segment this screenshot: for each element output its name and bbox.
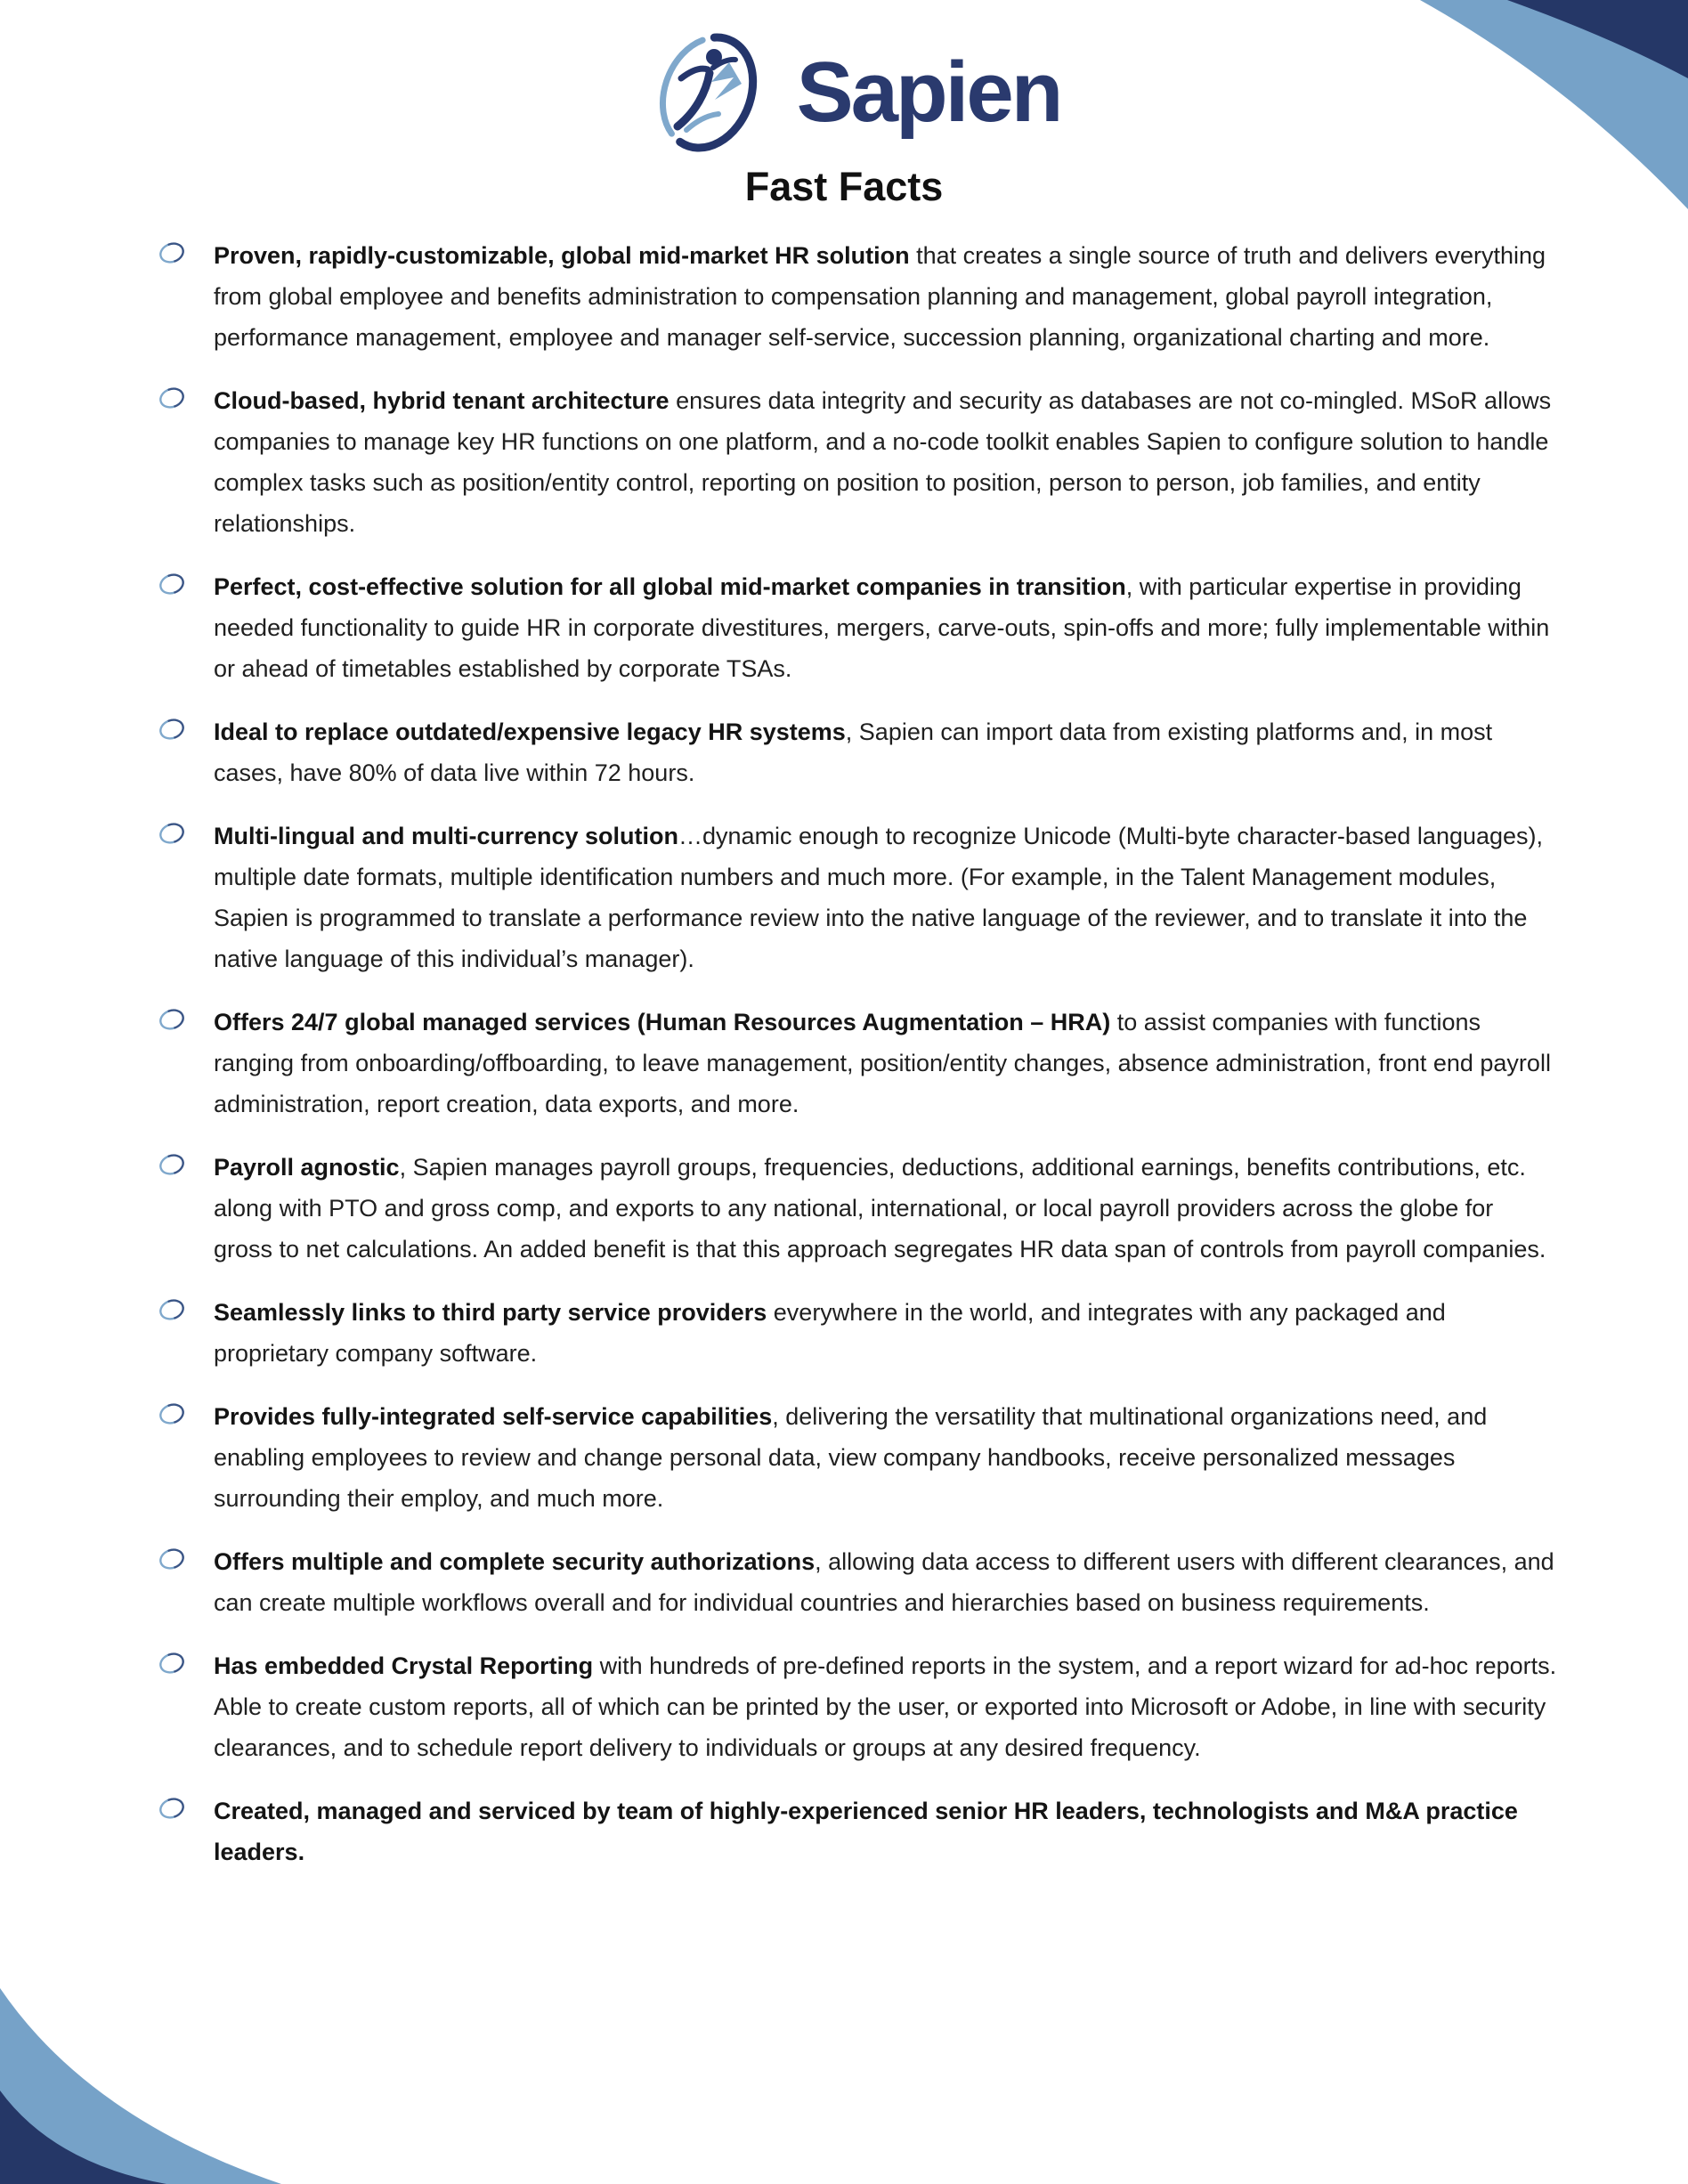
oval-bullet-icon — [157, 1002, 187, 1124]
list-item — [157, 711, 1558, 793]
list-item — [157, 566, 1558, 689]
list-item — [157, 816, 1558, 979]
bullet-text: Provides fully-integrated self-service capabilities, delivering the versatility that multinational organizations need, and enabling employees to review and change personal data, view company handbooks, receive personalized messages surrounding their employ, and much more. — [214, 1403, 1488, 1512]
oval-bullet-icon — [157, 1645, 187, 1768]
oval-bullet-icon — [157, 1147, 187, 1270]
logo — [0, 0, 1688, 155]
bullet-text: Offers 24/7 global managed services (Human Resources Augmentation – HRA) to assist companies with functions ranging from onboarding/offboarding, to leave management, position/entity changes, absence administration, front end payroll administration, report creation, data exports, and more. — [214, 1009, 1551, 1117]
list-item — [157, 1147, 1558, 1270]
bullet-text: Offers multiple and complete security authorizations, allowing data access to different users with different clearances, and can create multiple workflows overall and for individual countries and hierarchies based on business requirements. — [214, 1548, 1554, 1616]
fast-facts-list — [0, 235, 1688, 1872]
bullet-text: Proven, rapidly-customizable, global mid-market HR solution that creates a single source of truth and delivers everything from global employee and benefits administration to compensation planning and management, global payroll integration, performance management, employee and manager self-service, succession planning, organizational charting and more. — [214, 242, 1546, 351]
oval-bullet-icon — [157, 235, 187, 358]
bullet-text: Seamlessly links to third party service providers everywhere in the world, and integrates with any packaged and proprietary company software. — [214, 1299, 1446, 1367]
sapien-logo-icon — [628, 30, 788, 155]
bullet-text: Cloud-based, hybrid tenant architecture ensures data integrity and security as databases are not co-mingled. MSoR allows companies to manage key HR functions on one platform, and a no-code toolkit enables Sapien to configure solution to handle complex tasks such as position/entity control, reporting on position to position, person to person, job families, and entity relationships. — [214, 387, 1552, 537]
oval-bullet-icon — [157, 1396, 187, 1519]
corner-swoosh-bottom-left-icon — [0, 1979, 303, 2184]
bullet-text: Created, managed and serviced by team of highly-experienced senior HR leaders, technologists and M&A practice leaders. — [214, 1798, 1518, 1865]
oval-bullet-icon — [157, 816, 187, 979]
brand-name: Sapien — [796, 45, 1061, 140]
list-item — [157, 235, 1558, 358]
list-item — [157, 1790, 1558, 1872]
bullet-text: Payroll agnostic, Sapien manages payroll groups, frequencies, deductions, additional earnings, benefits contributions, etc. along with PTO and gross comp, and exports to any national, international, or local payroll providers across the globe for gross to net calculations. An added benefit is that this approach segregates HR data span of controls from payroll companies. — [214, 1154, 1546, 1262]
oval-bullet-icon — [157, 711, 187, 793]
oval-bullet-icon — [157, 1790, 187, 1872]
bullet-text: Has embedded Crystal Reporting with hundreds of pre-defined reports in the system, and a report wizard for ad-hoc reports. Able to create custom reports, all of which can be printed by the user, or exported into Microsoft or Adobe, in line with security clearances, and to schedule report delivery to individuals or groups at any desired frequency. — [214, 1652, 1557, 1761]
oval-bullet-icon — [157, 380, 187, 544]
list-item — [157, 1292, 1558, 1374]
list-item — [157, 1396, 1558, 1519]
oval-bullet-icon — [157, 1292, 187, 1374]
list-item — [157, 1645, 1558, 1768]
page-title: Fast Facts — [744, 164, 944, 209]
list-item — [157, 380, 1558, 544]
list-item — [157, 1541, 1558, 1623]
bullet-text: Ideal to replace outdated/expensive legacy HR systems, Sapien can import data from existing platforms and, in most cases, have 80% of data live within 72 hours. — [214, 719, 1493, 786]
oval-bullet-icon — [157, 566, 187, 689]
bullet-text: Multi-lingual and multi-currency solution…dynamic enough to recognize Unicode (Multi-byte character-based languages), multiple date formats, multiple identification numbers and much more. (For example, in the Talent Management modules, Sapien is programmed to translate a performance review into the native language of the reviewer, and to translate it into the native language of this individual’s manager). — [214, 823, 1544, 972]
oval-bullet-icon — [157, 1541, 187, 1623]
bullet-text: Perfect, cost-effective solution for all global mid-market companies in transition, with particular expertise in providing needed functionality to guide HR in corporate divestitures, mergers, carve-outs, spin-offs and more; fully implementable within or ahead of timetables established by corporate TSAs. — [214, 573, 1550, 682]
list-item — [157, 1002, 1558, 1124]
